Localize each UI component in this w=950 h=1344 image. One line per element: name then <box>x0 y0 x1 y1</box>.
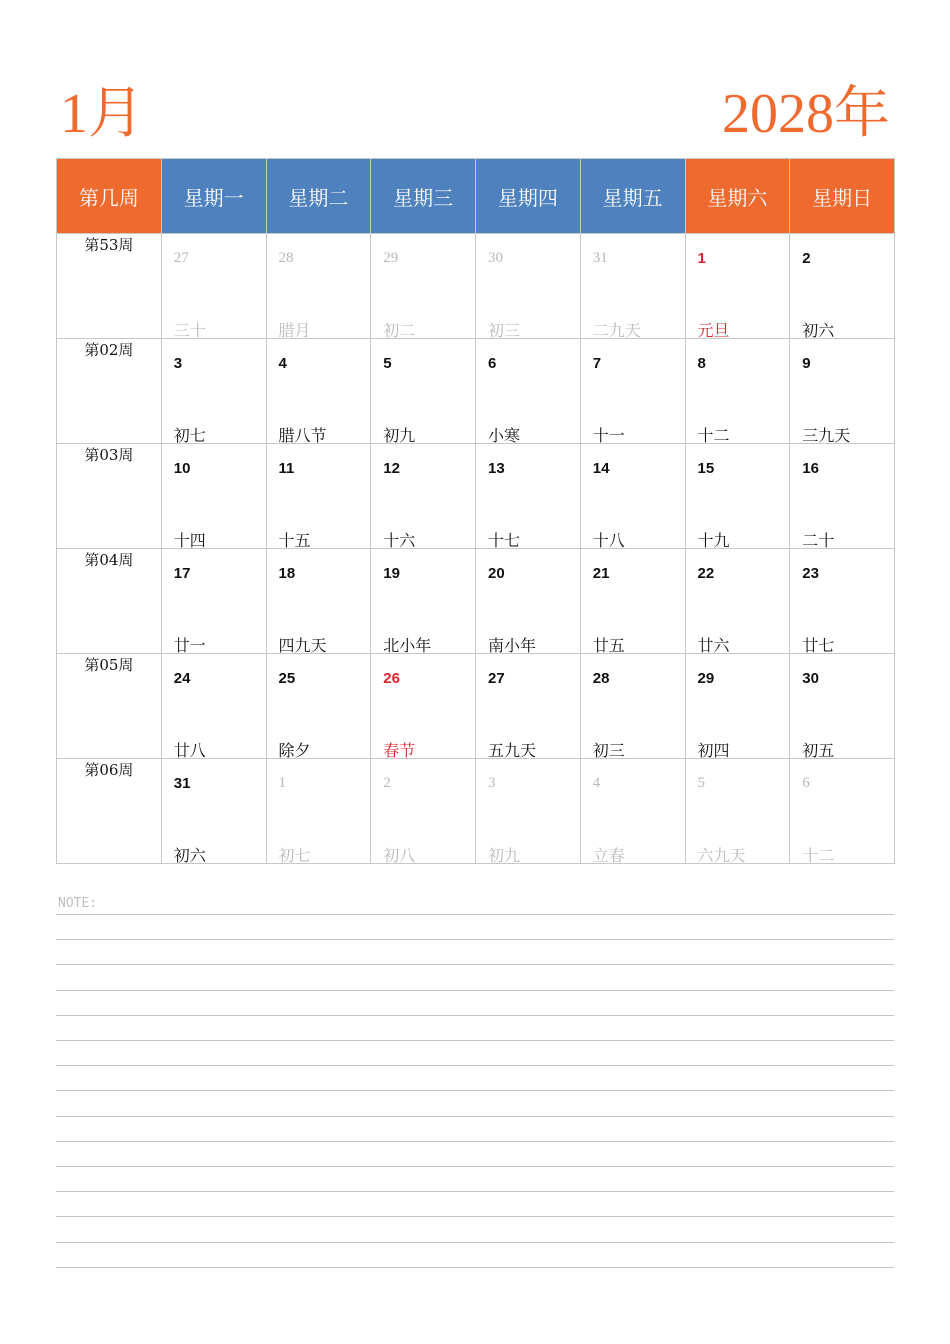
note-line <box>56 1040 894 1041</box>
day-number: 29 <box>697 670 715 687</box>
day-number: 28 <box>592 670 610 687</box>
day-number: 4 <box>278 355 287 372</box>
lunar-date: 三九天 <box>802 426 851 445</box>
day-number: 16 <box>802 460 819 477</box>
day-cell[interactable] <box>266 549 371 654</box>
day-cell[interactable] <box>371 654 476 759</box>
week-row <box>57 759 895 864</box>
header-week-number: 第几周 <box>57 159 162 234</box>
week-number-label: 第02周 <box>57 339 162 444</box>
day-number: 28 <box>278 250 294 266</box>
lunar-date: 十六 <box>383 531 416 550</box>
lunar-date: 十二 <box>802 846 835 865</box>
lunar-date: 立春 <box>592 846 625 865</box>
day-cell[interactable] <box>161 654 266 759</box>
lunar-date: 初五 <box>802 741 835 760</box>
day-number: 20 <box>488 565 505 582</box>
day-cell[interactable] <box>685 759 790 864</box>
lunar-date: 元旦 <box>697 321 730 340</box>
day-number: 3 <box>488 775 496 791</box>
lunar-date: 十四 <box>173 531 206 550</box>
lunar-date: 北小年 <box>383 636 432 655</box>
note-line <box>56 964 894 965</box>
day-cell[interactable] <box>476 339 581 444</box>
lunar-date: 初三 <box>592 741 625 760</box>
month-title: 1月 <box>60 83 144 145</box>
day-number: 1 <box>278 775 286 791</box>
lunar-date: 初二 <box>383 321 416 340</box>
lunar-date: 初九 <box>488 846 521 865</box>
day-number: 12 <box>383 460 400 477</box>
note-line <box>56 1242 894 1243</box>
day-number: 17 <box>173 565 191 582</box>
lunar-date: 初七 <box>278 846 311 865</box>
day-number: 24 <box>173 670 191 687</box>
note-line <box>56 990 894 991</box>
day-number: 8 <box>697 355 706 372</box>
week-number-label: 第53周 <box>57 234 162 339</box>
day-number: 5 <box>697 775 705 791</box>
day-number: 22 <box>697 565 715 582</box>
lunar-date: 二九天 <box>592 321 641 340</box>
week-number-label: 第03周 <box>57 444 162 549</box>
note-line <box>56 1191 894 1192</box>
lunar-date: 南小年 <box>488 636 537 655</box>
lunar-date: 腊八节 <box>278 426 327 445</box>
day-cell[interactable] <box>476 444 581 549</box>
day-number: 27 <box>173 250 189 266</box>
day-cell[interactable] <box>685 444 790 549</box>
day-cell[interactable] <box>685 234 790 339</box>
lunar-date: 十八 <box>592 531 625 550</box>
note-line <box>56 914 894 915</box>
day-cell[interactable] <box>685 549 790 654</box>
day-cell[interactable] <box>161 234 266 339</box>
day-number: 31 <box>173 775 191 792</box>
week-number-label: 第05周 <box>57 654 162 759</box>
lunar-date: 十九 <box>697 531 730 550</box>
lunar-date: 初三 <box>488 321 521 340</box>
day-number: 25 <box>278 670 296 687</box>
day-number: 30 <box>802 670 819 687</box>
day-number: 21 <box>592 565 610 582</box>
day-cell[interactable] <box>790 654 895 759</box>
header-friday: 星期五 <box>580 159 685 234</box>
day-cell[interactable] <box>580 654 685 759</box>
note-line <box>56 1267 894 1268</box>
week-number-label: 第04周 <box>57 549 162 654</box>
day-cell[interactable] <box>790 444 895 549</box>
day-number: 27 <box>488 670 505 687</box>
day-cell[interactable] <box>790 759 895 864</box>
day-cell[interactable] <box>580 444 685 549</box>
lunar-date: 十一 <box>592 426 625 445</box>
header-sunday: 星期日 <box>790 159 895 234</box>
day-number: 19 <box>383 565 400 582</box>
day-cell[interactable] <box>266 234 371 339</box>
day-number: 15 <box>697 460 715 477</box>
lunar-date: 除夕 <box>278 741 311 760</box>
note-label: NOTE: <box>58 896 98 911</box>
day-number: 10 <box>173 460 191 477</box>
day-number: 6 <box>488 355 497 372</box>
lunar-date: 初六 <box>173 846 206 865</box>
header-monday: 星期一 <box>161 159 266 234</box>
lunar-date: 二十 <box>802 531 835 550</box>
day-cell[interactable] <box>266 339 371 444</box>
day-number: 13 <box>488 460 505 477</box>
week-number-label: 第06周 <box>57 759 162 864</box>
week-row <box>57 549 895 654</box>
day-cell[interactable] <box>476 549 581 654</box>
day-cell[interactable] <box>371 339 476 444</box>
day-cell[interactable] <box>266 759 371 864</box>
note-line <box>56 1065 894 1066</box>
day-cell[interactable] <box>580 339 685 444</box>
header-wednesday: 星期三 <box>371 159 476 234</box>
header-tuesday: 星期二 <box>266 159 371 234</box>
note-line <box>56 1090 894 1091</box>
note-line <box>56 1216 894 1217</box>
calendar-grid <box>56 158 895 864</box>
lunar-date: 四九天 <box>278 636 327 655</box>
day-number: 26 <box>383 670 400 687</box>
day-number: 2 <box>802 250 811 267</box>
day-number: 11 <box>278 460 295 477</box>
day-number: 14 <box>592 460 610 477</box>
day-number: 29 <box>383 250 399 266</box>
day-number: 6 <box>802 775 810 791</box>
lunar-date: 初四 <box>697 741 730 760</box>
lunar-date: 六九天 <box>697 846 746 865</box>
day-cell[interactable] <box>371 549 476 654</box>
week-row <box>57 339 895 444</box>
day-cell[interactable] <box>371 444 476 549</box>
day-cell[interactable] <box>580 234 685 339</box>
day-number: 3 <box>173 355 183 372</box>
day-cell[interactable] <box>266 654 371 759</box>
lunar-date: 小寒 <box>488 426 521 445</box>
day-cell[interactable] <box>685 339 790 444</box>
header-thursday: 星期四 <box>476 159 581 234</box>
day-cell[interactable] <box>476 759 581 864</box>
year-title: 2028年 <box>722 83 890 145</box>
day-number: 2 <box>383 775 391 791</box>
week-row <box>57 444 895 549</box>
day-cell[interactable] <box>580 759 685 864</box>
note-line <box>56 1141 894 1142</box>
day-number: 7 <box>592 355 602 372</box>
day-cell[interactable] <box>685 654 790 759</box>
lunar-date: 腊月 <box>278 321 311 340</box>
lunar-date: 初九 <box>383 426 416 445</box>
lunar-date: 十七 <box>488 531 521 550</box>
note-line <box>56 939 894 940</box>
day-cell[interactable] <box>161 339 266 444</box>
lunar-date: 三十 <box>173 321 206 340</box>
lunar-date: 廿五 <box>592 636 625 655</box>
day-number: 18 <box>278 565 296 582</box>
day-number: 9 <box>802 355 811 372</box>
lunar-date: 廿一 <box>173 636 206 655</box>
week-row <box>57 234 895 339</box>
day-cell[interactable] <box>580 549 685 654</box>
lunar-date: 初六 <box>802 321 835 340</box>
day-cell[interactable] <box>371 234 476 339</box>
day-cell[interactable] <box>161 759 266 864</box>
note-line <box>56 1015 894 1016</box>
day-cell[interactable] <box>476 654 581 759</box>
lunar-date: 十五 <box>278 531 311 550</box>
lunar-date: 春节 <box>383 741 416 760</box>
lunar-date: 十二 <box>697 426 730 445</box>
week-row <box>57 654 895 759</box>
day-number: 1 <box>697 250 706 267</box>
header-saturday: 星期六 <box>685 159 790 234</box>
note-line <box>56 1116 894 1117</box>
day-number: 23 <box>802 565 819 582</box>
lunar-date: 初七 <box>173 426 206 445</box>
day-number: 4 <box>592 775 601 791</box>
day-cell[interactable] <box>266 444 371 549</box>
day-cell[interactable] <box>371 759 476 864</box>
day-cell[interactable] <box>161 549 266 654</box>
day-cell[interactable] <box>790 234 895 339</box>
lunar-date: 五九天 <box>488 741 537 760</box>
day-cell[interactable] <box>790 339 895 444</box>
note-line <box>56 1166 894 1167</box>
day-number: 5 <box>383 355 392 372</box>
day-number: 30 <box>488 250 503 266</box>
day-number: 31 <box>592 250 608 266</box>
weekday-header-row <box>57 159 895 234</box>
lunar-date: 廿七 <box>802 636 835 655</box>
lunar-date: 廿六 <box>697 636 730 655</box>
day-cell[interactable] <box>161 444 266 549</box>
day-cell[interactable] <box>476 234 581 339</box>
day-cell[interactable] <box>790 549 895 654</box>
lunar-date: 初八 <box>383 846 416 865</box>
lunar-date: 廿八 <box>173 741 206 760</box>
